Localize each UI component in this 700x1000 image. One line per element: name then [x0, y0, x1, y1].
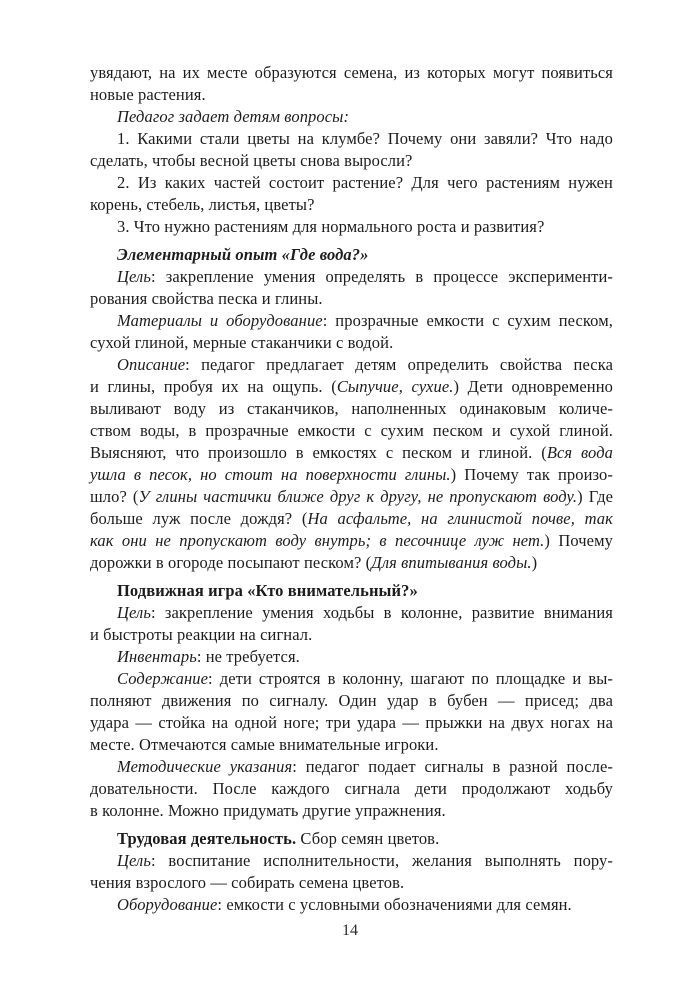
paragraph [90, 216, 613, 238]
text-line: ушла в песок, но стоит на поверхности глины.) Почему так произо- [90, 465, 613, 484]
text-line: и глины, пробуя их на ощупь. (Сыпучие, сухие.) Дети одновременно [90, 377, 613, 396]
text-line: Инвентарь: не требуется. [117, 647, 300, 666]
text-line: Педагог задает детям вопросы: [117, 107, 350, 126]
paragraph [90, 756, 613, 822]
paragraph [90, 106, 613, 128]
text-line: корень, стебель, листья, цветы? [90, 195, 315, 214]
text-line: Содержание: дети строятся в колонну, шагают по площадке и вы- [117, 669, 613, 688]
text-line: рования свойства песка и глины. [90, 289, 323, 308]
text-line: Элементарный опыт «Где вода?» [117, 245, 369, 264]
text-line: Материалы и оборудование: прозрачные емкости с сухим песком, [117, 311, 613, 330]
paragraph [90, 128, 613, 172]
text-line: выливают воду из стаканчиков, наполненных одинаковым количе- [90, 399, 613, 418]
section-heading [90, 244, 613, 266]
text-line: увядают, на их месте образуются семена, из которых могут появиться [90, 63, 613, 82]
text-line: Цель: закрепление умения ходьбы в колонне, развитие внимания [117, 603, 613, 622]
text-line: дорожки в огороде посыпают песком? (Для впитывания воды.) [90, 553, 538, 572]
text-line: 2. Из каких частей состоит растение? Для чего растениям нужен [117, 173, 613, 192]
text-line: Выясняют, что произошло в емкостях с песком и глиной. (Вся вода [90, 443, 613, 462]
text-line: месте. Отмечаются самые внимательные игроки. [90, 735, 439, 754]
text-line: новые растения. [90, 85, 206, 104]
text-line: 3. Что нужно растениям для нормального роста и развития? [117, 217, 545, 236]
page-number: 14 [342, 922, 358, 939]
text-line: Подвижная игра «Кто внимательный?» [117, 581, 418, 600]
text-line: как они не пропускают воду внутрь; в песочнице луж нет.) Почему [90, 531, 613, 550]
text-line: полняют движения по сигналу. Один удар в бубен — присед; два [90, 691, 613, 710]
page-body [90, 62, 613, 916]
text-line: сделать, чтобы весной цветы снова выросли? [90, 151, 413, 170]
paragraph [90, 266, 613, 310]
text-line: довательности. После каждого сигнала дети продолжают ходьбу [90, 779, 613, 798]
text-line: чения взрослого — собирать семена цветов. [90, 873, 405, 892]
paragraph [90, 310, 613, 354]
text-line: Оборудование: емкости с условными обозначениями для семян. [117, 895, 572, 914]
text-line: Методические указания: педагог подает сигналы в разной после- [117, 757, 613, 776]
text-line: и быстроты реакции на сигнал. [90, 625, 313, 644]
text-line: шло? (У глины частички ближе друг к другу, не пропускают воду.) Где [90, 487, 614, 506]
text-line: Цель: закрепление умения определять в процессе эксперименти- [117, 267, 613, 286]
text-line: Описание: педагог предлагает детям определить свойства песка [117, 355, 613, 374]
text-line: Трудовая деятельность. Сбор семян цветов. [117, 829, 440, 848]
text-line: больше луж после дождя? (На асфальте, на глинистой почве, так [90, 509, 613, 528]
text-line: Цель: воспитание исполнительности, желания выполнять пору- [117, 851, 613, 870]
paragraph [90, 850, 613, 894]
section-heading [90, 828, 613, 850]
text-line: ством воды, в прозрачные емкости с сухим песком и сухой глиной. [90, 421, 613, 440]
paragraph [90, 354, 613, 574]
paragraph [90, 646, 613, 668]
text-line: сухой глиной, мерные стаканчики с водой. [90, 333, 394, 352]
paragraph [90, 62, 613, 106]
text-line: в колонне. Можно придумать другие упражнения. [90, 801, 446, 820]
text-line: удара — стойка на одной ноге; три удара — прыжки на двух ногах на [90, 713, 613, 732]
paragraph [90, 668, 613, 756]
paragraph [90, 172, 613, 216]
paragraph [90, 602, 613, 646]
paragraph [90, 894, 613, 916]
section-heading [90, 580, 613, 602]
text-line: 1. Какими стали цветы на клумбе? Почему они завяли? Что надо [117, 129, 613, 148]
